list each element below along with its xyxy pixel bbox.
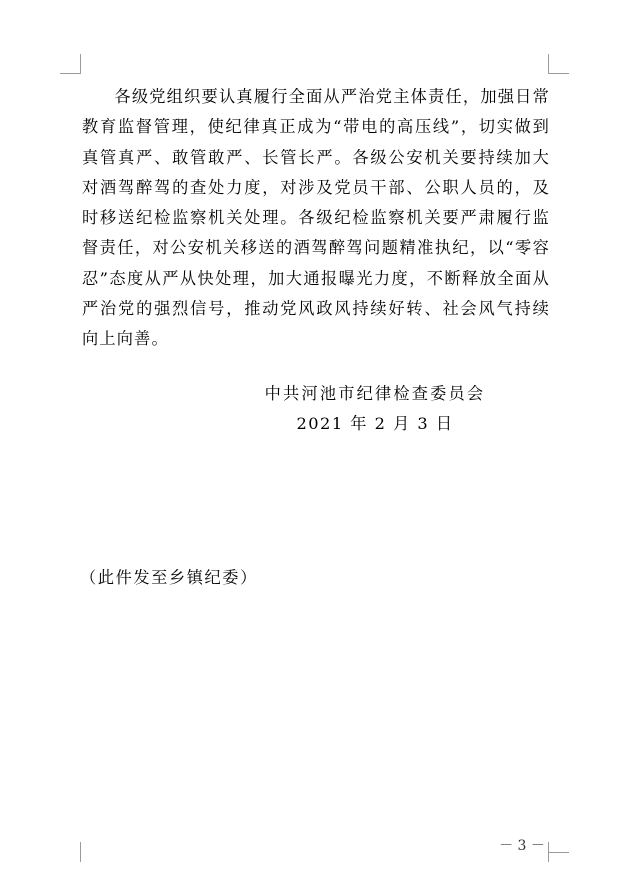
body-paragraph: 各级党组织要认真履行全面从严治党主体责任，加强日常教育监督管理，使纪律真正成为“带电的高压线”，切实做到真管真严、敢管敢严、长管长严。各级公安机关要持续加大对酒驾醉驾的查处力度，对涉及党员干部、公职人员的，及时移送纪检监察机关处理。各级纪检监察机关要严肃履行监督责任，对公安机关移送的酒驾醉驾问题精准执纪，以“零容忍”态度从严从快处理，加大通报曝光力度，不断释放全面从严治党的强烈信号，推动党风政风持续好转、社会风气持续向上向善。 <box>82 87 550 349</box>
distribution-note: （此件发至乡镇纪委） <box>80 568 258 587</box>
page-number: － 3 － <box>499 838 545 854</box>
crop-mark-bottom-right-h <box>549 852 569 853</box>
crop-mark-top-left-h <box>60 73 80 74</box>
crop-mark-top-right-h <box>549 73 569 74</box>
document-date: 2021 年 2 月 3 日 <box>296 414 454 433</box>
signer-organization: 中共河池市纪律检查委员会 <box>264 384 486 403</box>
crop-mark-top-right-v <box>548 54 549 74</box>
crop-mark-top-left-v <box>80 54 81 74</box>
crop-mark-bottom-left-v <box>80 842 81 862</box>
